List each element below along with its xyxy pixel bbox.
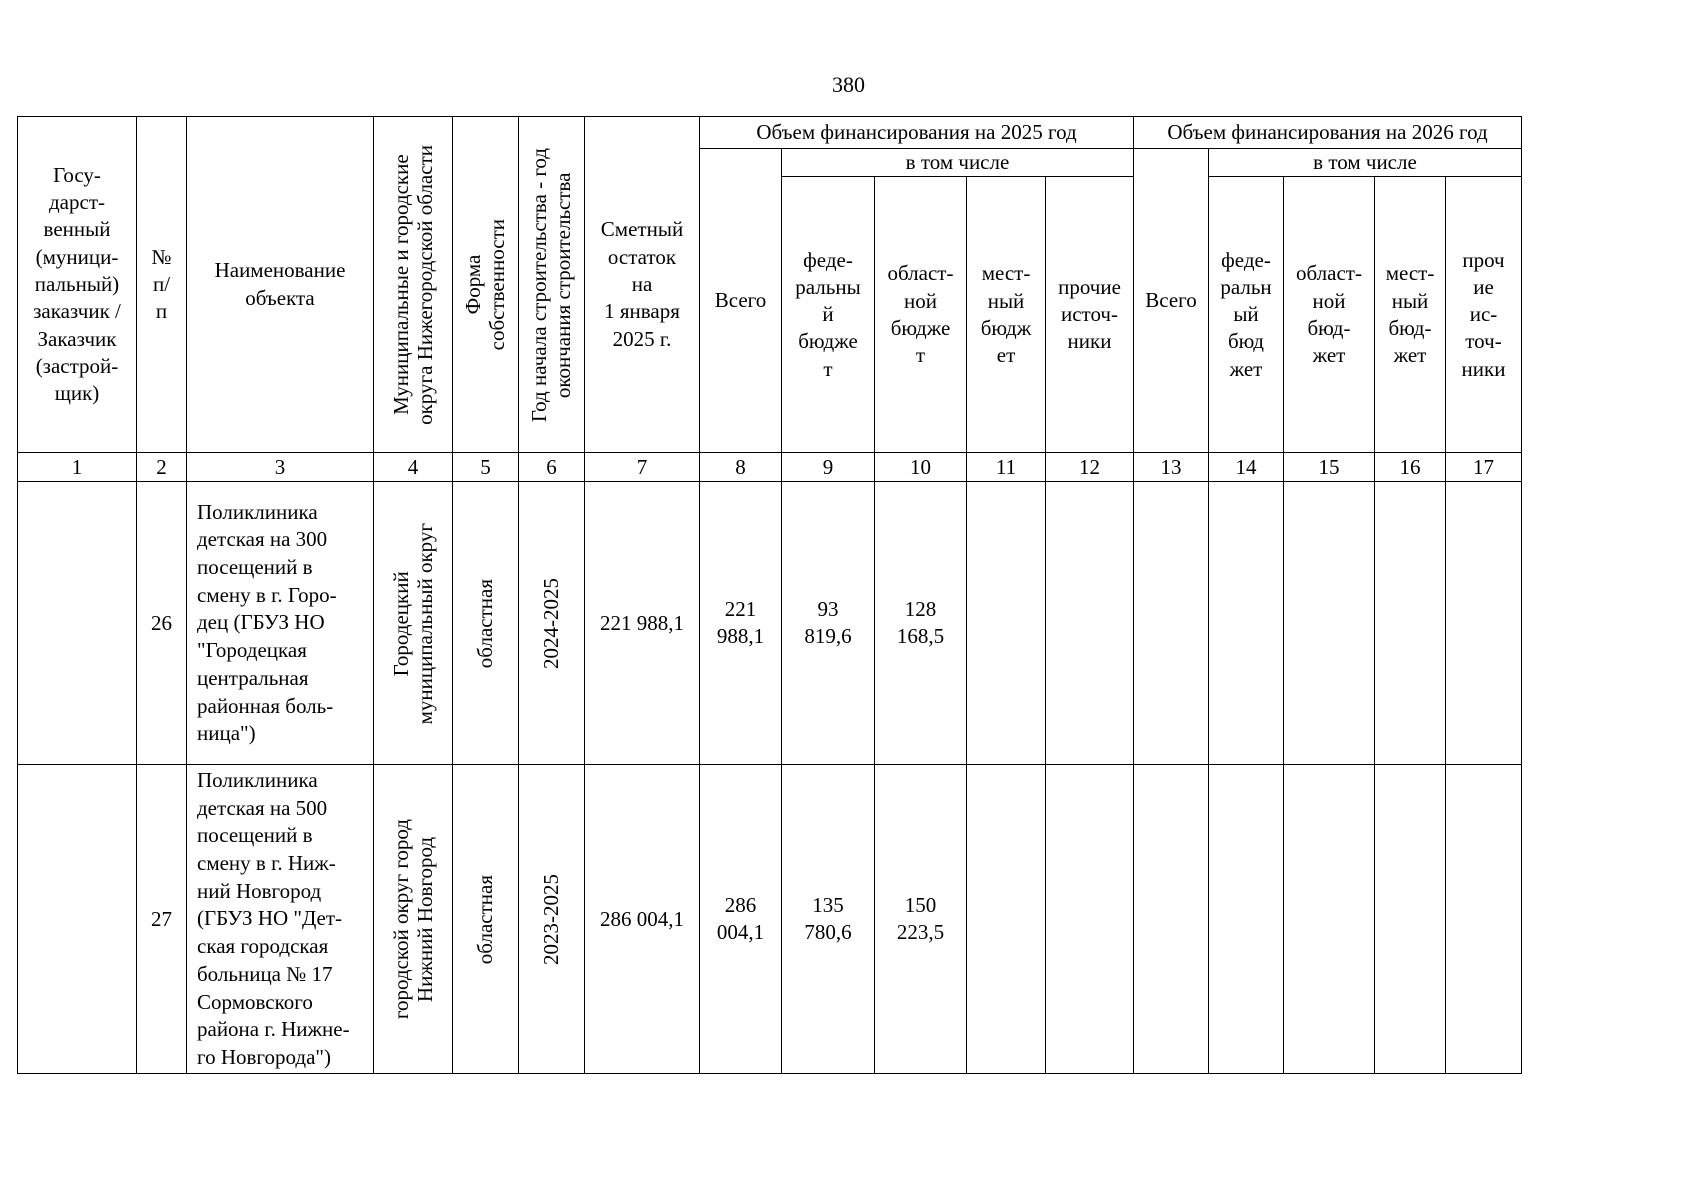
row-federal-2025: 135 780,6: [782, 765, 875, 1074]
row-ownership-text: областная: [473, 874, 498, 964]
column-number: 2: [137, 453, 187, 482]
header-other-2025: прочие источ- ники: [1046, 177, 1134, 453]
column-number: 7: [585, 453, 700, 482]
row-years: [519, 482, 585, 765]
table-row: [18, 482, 1522, 765]
header-local-2026: мест- ный бюд- жет: [1375, 177, 1446, 453]
row-estimate: 221 988,1: [585, 482, 700, 765]
column-number: 14: [1209, 453, 1284, 482]
header-including-2025: в том числе: [782, 149, 1134, 177]
financing-table: [17, 116, 1522, 1074]
row-years-text: 2023-2025: [539, 873, 564, 965]
row-federal-2026: [1209, 482, 1284, 765]
row-district-text: Городецкий муниципальный округ: [388, 522, 437, 724]
row-object-name: Поликлиника детская на 500 посещений в смену в г. Ниж- ний Новгород (ГБУЗ НО "Дет- ская городская больница № 17 Сормовского района г. Нижне- го Новгорода"): [187, 765, 374, 1074]
row-total-2025: 221 988,1: [700, 482, 782, 765]
row-object-name: Поликлиника детская на 300 посещений в смену в г. Горо- дец (ГБУЗ НО "Городецкая центральная районная боль- ница"): [187, 482, 374, 765]
row-ownership: [453, 482, 519, 765]
column-number: 4: [374, 453, 453, 482]
row-years-text: 2024-2025: [539, 577, 564, 669]
column-number: 10: [875, 453, 967, 482]
header-row-1: [18, 117, 1522, 149]
column-number: 8: [700, 453, 782, 482]
header-regional-2026: област- ной бюд- жет: [1284, 177, 1375, 453]
header-district-text: Муниципальные и городские округа Нижегородской области: [388, 144, 437, 425]
row-regional-2025: 128 168,5: [875, 482, 967, 765]
header-funding-2025: Объем финансирования на 2025 год: [700, 117, 1134, 149]
row-ownership: [453, 765, 519, 1074]
column-number: 9: [782, 453, 875, 482]
header-federal-2025: феде- ральны й бюдже т: [782, 177, 875, 453]
row-federal-2025: 93 819,6: [782, 482, 875, 765]
header-federal-2026: феде- ральн ый бюд жет: [1209, 177, 1284, 453]
column-number: 16: [1375, 453, 1446, 482]
header-regional-2025: област- ной бюдже т: [875, 177, 967, 453]
row-customer: [18, 482, 137, 765]
header-local-2025: мест- ный бюдж ет: [967, 177, 1046, 453]
column-number: 13: [1134, 453, 1209, 482]
row-local-2026: [1375, 482, 1446, 765]
header-number: № п/ п: [137, 117, 187, 453]
header-district: [374, 117, 453, 453]
row-ownership-text: областная: [473, 578, 498, 668]
header-total-2026: Всего: [1134, 149, 1209, 453]
column-number: 17: [1446, 453, 1522, 482]
row-total-2026: [1134, 482, 1209, 765]
header-years-text: Год начала строительства - год окончания строительства: [527, 147, 576, 422]
header-estimate: Сметный остаток на 1 января 2025 г.: [585, 117, 700, 453]
row-local-2025: [967, 482, 1046, 765]
header-ownership-text: Форма собственности: [461, 218, 510, 351]
header-object-name: Наименование объекта: [187, 117, 374, 453]
row-district: [374, 482, 453, 765]
header-other-2026: проч ие ис- точ- ники: [1446, 177, 1522, 453]
page-number: 380: [832, 72, 865, 97]
row-total-2025: 286 004,1: [700, 765, 782, 1074]
row-federal-2026: [1209, 765, 1284, 1074]
column-number: 11: [967, 453, 1046, 482]
row-customer: [18, 765, 137, 1074]
row-other-2025: [1046, 765, 1134, 1074]
row-regional-2025: 150 223,5: [875, 765, 967, 1074]
row-district-text: городской округ город Нижний Новгород: [388, 819, 437, 1020]
header-including-2026: в том числе: [1209, 149, 1522, 177]
header-years: [519, 117, 585, 453]
row-number: 26: [137, 482, 187, 765]
column-number: 15: [1284, 453, 1375, 482]
column-number: 1: [18, 453, 137, 482]
row-number: 27: [137, 765, 187, 1074]
column-numbers-row: [18, 453, 1522, 482]
header-total-2025: Всего: [700, 149, 782, 453]
row-district: [374, 765, 453, 1074]
row-local-2026: [1375, 765, 1446, 1074]
table-row: [18, 765, 1522, 1074]
header-funding-2026: Объем финансирования на 2026 год: [1134, 117, 1522, 149]
column-number: 5: [453, 453, 519, 482]
row-total-2026: [1134, 765, 1209, 1074]
row-years: [519, 765, 585, 1074]
row-regional-2026: [1284, 765, 1375, 1074]
row-regional-2026: [1284, 482, 1375, 765]
column-number: 3: [187, 453, 374, 482]
row-other-2026: [1446, 482, 1522, 765]
column-number: 12: [1046, 453, 1134, 482]
row-other-2025: [1046, 482, 1134, 765]
row-local-2025: [967, 765, 1046, 1074]
header-customer: Госу- дарст- венный (муници- пальный) заказчик / Заказчик (застрой- щик): [18, 117, 137, 453]
row-other-2026: [1446, 765, 1522, 1074]
column-number: 6: [519, 453, 585, 482]
header-ownership: [453, 117, 519, 453]
row-estimate: 286 004,1: [585, 765, 700, 1074]
